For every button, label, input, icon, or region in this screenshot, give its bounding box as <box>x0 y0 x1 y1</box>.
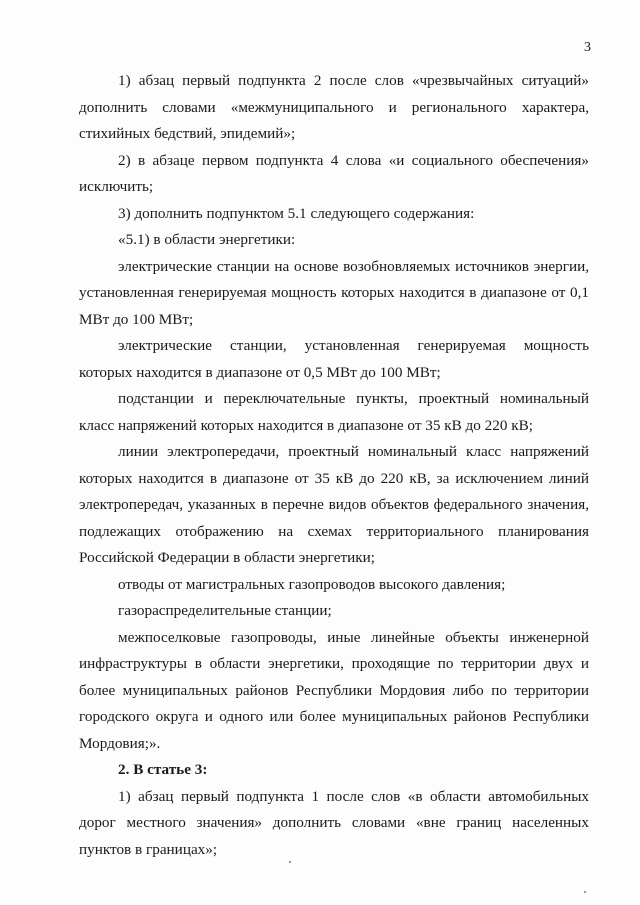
paragraph-1: 1) абзац первый подпункта 2 после слов «чрезвычайных ситуаций» дополнить словами «межмуниципального и регионального характера, стихийных бедствий, эпидемий»; <box>79 72 589 142</box>
scan-speck <box>289 861 291 863</box>
paragraph-7: подстанции и переключательные пункты, проектный номинальный класс напряжений которых находится в диапазоне от 35 кВ до 220 кВ; <box>79 390 589 434</box>
page-number: 3 <box>584 40 591 55</box>
paragraph-4: «5.1) в области энергетики: <box>118 231 296 248</box>
paragraph-8: линии электропередачи, проектный номинальный класс напряжений которых находится в диапазоне от 35 кВ до 220 кВ, за исключением линий электропередач, указанных в перечне видов объектов федерального значения, подлежащих отображению на схемах территориального планирования Российской Федерации в области энергетики; <box>79 443 589 566</box>
paragraph-10: газораспределительные станции; <box>118 602 332 619</box>
document-body <box>79 68 589 863</box>
paragraph-2: 2) в абзаце первом подпункта 4 слова «и социального обеспечения» исключить; <box>79 151 589 195</box>
paragraph-11: межпоселковые газопроводы, иные линейные объекты инженерной инфраструктуры в области энергетики, проходящие по территории двух и более муниципальных районов Республики Мордовия либо по территории городского округа и одного или более муниципальных районов Республики Мордовия;». <box>79 628 589 752</box>
paragraph-13: 1) абзац первый подпункта 1 после слов «в области автомобильных дорог местного значения» дополнить словами «вне границ населенных пунктов в границах»; <box>79 787 589 858</box>
paragraph-3: 3) дополнить подпунктом 5.1 следующего содержания: <box>118 204 475 222</box>
scan-speck <box>584 891 586 893</box>
paragraph-9: отводы от магистральных газопроводов высокого давления; <box>118 575 506 593</box>
paragraph-12-article-heading: 2. В статье 3: <box>118 761 208 778</box>
paragraph-5: электрические станции на основе возобновляемых источников энергии, установленная генерируемая мощность которых находится в диапазоне от 0,1 МВт до 100 МВт; <box>79 257 589 328</box>
paragraph-6: электрические станции, установленная генерируемая мощность которых находится в диапазоне от 0,5 МВт до 100 МВт; <box>79 337 589 381</box>
